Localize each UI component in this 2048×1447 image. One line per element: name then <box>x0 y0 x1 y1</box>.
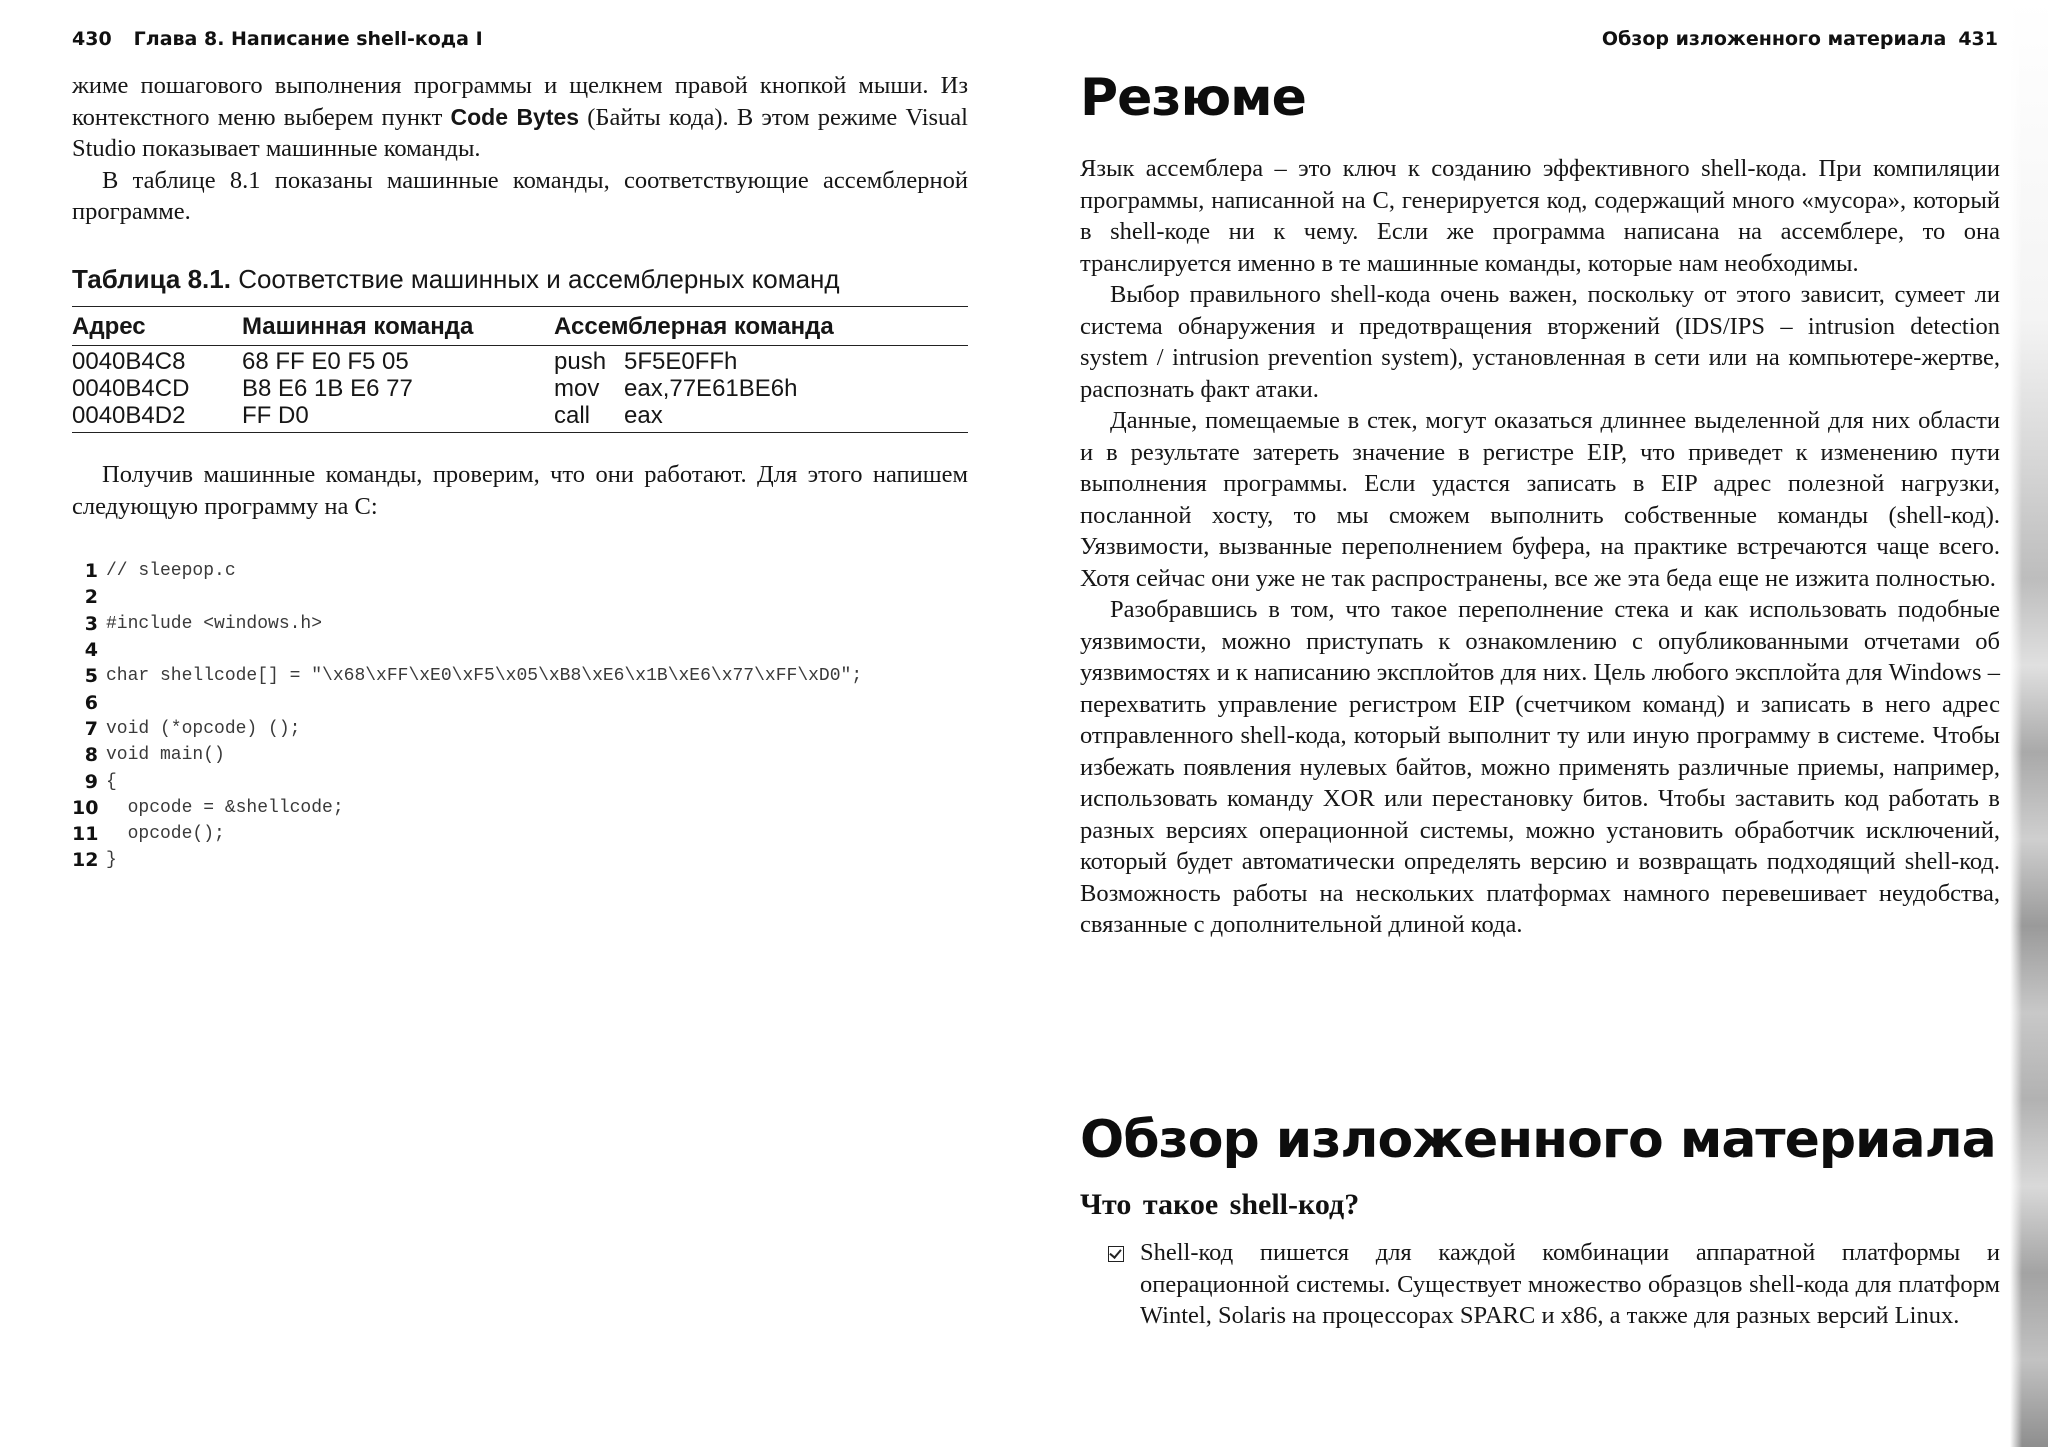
program-intro-paragraph: Получив машинные команды, проверим, что они работают. Для этого напишем следующую программу на C: <box>72 461 968 520</box>
code-line <box>72 795 1002 821</box>
line-number: 9 <box>84 770 98 793</box>
section-running-title: Обзор изложенного материала <box>1601 28 1947 50</box>
code-text: char shellcode[] = "\x68\xFF\xE0\xF5\x05\xB8\xE6\x1B\xE6\x77\xFF\xD0"; <box>106 666 863 687</box>
page-number-right: 431 <box>1958 28 1998 50</box>
code-line <box>72 768 1002 794</box>
running-header-left <box>72 28 483 50</box>
code-bytes-term: Code Bytes <box>450 103 580 130</box>
mnemonic: call <box>554 402 591 429</box>
table-row <box>72 402 968 433</box>
intro-text-start: жиме пошагового выполнения программы и щелкнем правой кнопкой мыши. Из контекстного меню выберем пункт <box>72 72 968 131</box>
overview-heading: Обзор изложенного материала <box>1080 1110 1996 1170</box>
intro-paragraph <box>72 70 968 165</box>
code-text: // sleepop.c <box>106 561 236 582</box>
code-line <box>72 663 1002 689</box>
code-line <box>72 716 1002 742</box>
table-row <box>72 375 968 402</box>
code-line <box>72 821 1002 847</box>
code-line <box>72 558 1002 584</box>
line-number: 7 <box>84 717 98 740</box>
summary-paragraph: Данные, помещаемые в стек, могут оказаться длиннее выделенной для них области и в результате затереть значение в регистре EIP, что приведет к изменению пути выполнения программы. Если удастся записать в EIP адрес полезной нагрузки, посланной хосту, то мы сможем выполнить собственные команды (shell-код). Уязвимости, вызванные переполнением буфера, на практике встречаются чаще всего. Хотя сейчас они уже не так распространены, все же эта беда еще не изжита полностью. <box>1080 407 2000 592</box>
line-number: 6 <box>84 691 98 714</box>
header-machine-command: Машинная команда <box>242 313 474 340</box>
cell-machine: FF D0 <box>242 402 309 429</box>
summary-paragraph: Разобравшись в том, что такое переполнение стека и как использовать подобные уязвимости, можно приступать к ознакомлению с опубликованными отчетами об уязвимостях и к написанию эксплойтов для них. Цель любого эксплойта для Windows – перехватить управление регистром EIP (счетчиком команд) и записать в него адрес отправленного shell-кода, который выполнит ту или иную программу в системе. Чтобы избежать появления нулевых байтов, можно применять различные приемы, например, использовать команду XOR или перестановку битов. Чтобы заставить код работать в разных версиях операционной системы, можно установить обработчик исключений, который будет автоматически определять версию и возвращать подходящий shell-код. Возможность работы на нескольких платформах намного перевешивает неудобства, связанные с дополнительной длиной кода. <box>1080 596 2000 938</box>
mnemonic: push <box>554 348 607 375</box>
what-is-shellcode-subheading: Что такое shell-код? <box>1080 1188 1360 1221</box>
chapter-title: Глава 8. Написание shell-кода I <box>133 28 483 50</box>
cell-machine: B8 E6 1B E6 77 <box>242 375 413 402</box>
table-caption <box>72 264 972 295</box>
checked-box-icon <box>1108 1246 1124 1262</box>
line-number: 11 <box>72 823 99 846</box>
line-number: 2 <box>84 586 98 609</box>
cell-address: 0040B4CD <box>72 375 190 402</box>
code-text: void (*opcode) (); <box>106 718 301 739</box>
code-text: } <box>106 850 117 871</box>
summary-body-text <box>1080 153 2000 941</box>
table-caption-label: Таблица 8.1. <box>72 264 231 294</box>
running-header-right <box>1602 28 1998 50</box>
code-line <box>72 689 1002 715</box>
header-assembly-command: Ассемблерная команда <box>554 313 834 340</box>
table-reference-paragraph: В таблице 8.1 показаны машинные команды, соответствующие ассемблерной программе. <box>72 166 968 225</box>
code-line <box>72 847 1002 873</box>
line-number: 5 <box>84 665 98 688</box>
left-body-text <box>72 70 968 228</box>
operand: eax,77E61BE6h <box>624 375 798 402</box>
summary-heading: Резюме <box>1080 68 1306 128</box>
code-text: #include <windows.h> <box>106 613 323 634</box>
cell-address: 0040B4D2 <box>72 402 186 429</box>
code-line <box>72 742 1002 768</box>
line-number: 3 <box>84 612 98 635</box>
checklist-item-text: Shell-код пишется для каждой комбинации аппаратной платформы и операционной системы. Существует множество образцов shell-кода для платформ Wintel, Solaris на процессорах SPARC и x86, а также для разных версий Linux. <box>1140 1239 2000 1329</box>
cell-assembly <box>554 375 968 402</box>
machine-assembly-table <box>72 306 968 433</box>
cell-machine: 68 FF E0 F5 05 <box>242 348 409 375</box>
line-number: 12 <box>72 849 99 872</box>
table-row <box>72 346 968 376</box>
code-line <box>72 584 1002 610</box>
cell-address: 0040B4C8 <box>72 348 186 375</box>
intro-text-end: (Байты кода). В этом режиме Visual Studio показывает машинные команды. <box>72 103 968 162</box>
line-number: 10 <box>72 796 99 819</box>
summary-paragraph: Язык ассемблера – это ключ к созданию эффективного shell-кода. При компиляции программы, написанной на C, генерируется код, содержащий много «мусора», который в shell-коде ни к чему. Если же программа написана на ассемблере, то она транслируется именно в те машинные команды, которые нам необходимы. <box>1080 155 2000 277</box>
checklist-item <box>1080 1237 2000 1332</box>
mnemonic: mov <box>554 375 600 402</box>
code-line <box>72 611 1002 637</box>
code-text: opcode(); <box>106 824 225 845</box>
cell-assembly <box>554 402 968 433</box>
code-text: opcode = &shellcode; <box>106 797 344 818</box>
table-header-row <box>72 307 968 346</box>
summary-paragraph: Выбор правильного shell-кода очень важен, поскольку от этого зависит, сумеет ли система обнаружения и предотвращения вторжений (IDS/IPS – intrusion detection system / intrusion prevention system), установленная в сети или на компьютере-жертве, распознать факт атаки. <box>1080 281 2000 403</box>
line-number: 4 <box>84 639 98 662</box>
page-number-left: 430 <box>72 28 112 50</box>
operand: 5F5E0FFh <box>624 348 738 375</box>
page-edge-thumb-marks <box>2010 0 2048 1447</box>
table-caption-text: Соответствие машинных и ассемблерных команд <box>230 264 840 294</box>
cell-assembly <box>554 346 968 376</box>
header-address: Адрес <box>72 313 146 340</box>
code-line <box>72 637 1002 663</box>
after-table-text <box>72 459 968 522</box>
line-number: 1 <box>84 560 98 583</box>
operand: eax <box>624 402 663 429</box>
line-number: 8 <box>84 744 98 767</box>
code-listing <box>72 558 1002 874</box>
checklist <box>1080 1237 2000 1332</box>
code-text: void main() <box>106 745 225 766</box>
right-page <box>1024 0 2048 1447</box>
code-text: { <box>106 771 117 792</box>
